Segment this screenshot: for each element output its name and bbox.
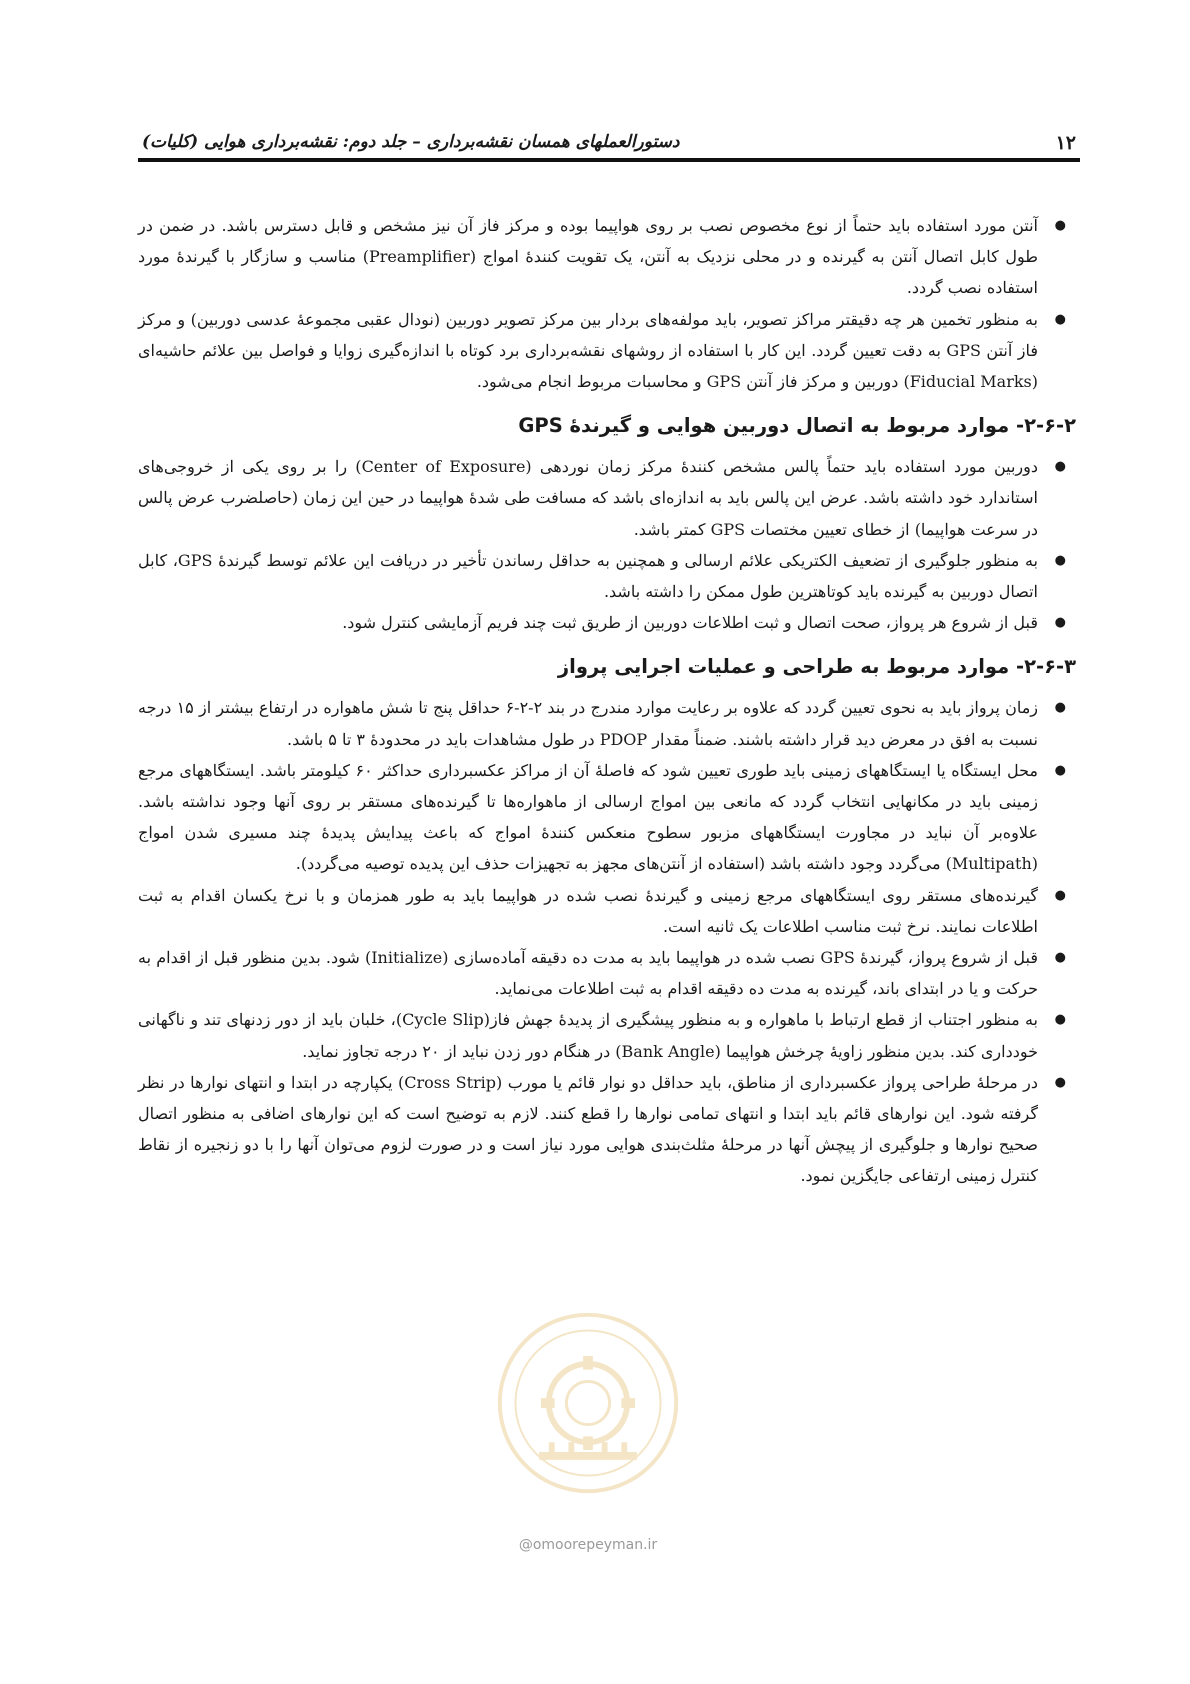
bullet-icon: ● [1054,311,1066,327]
bullet-icon: ● [1054,459,1066,475]
list-item: ● به منظور تخمین هر چه دقیقتر مراکز تصویر، باید مولفه‌های بردار بین مرکز تصویر دوربین (نودال عقبی مجموعهٔ عدسی دوربین) و مرکز فاز آنتن GPS به دقت تعیین گردد. این کار با استفاده از روشهای نقشه‌برداری برد کوتاه با اندازه‌گیری زوایا و فواصل بین علائم حاشیه‌ای (Fiducial Marks) دوربین و مرکز فاز آنتن GPS و محاسبات مربوط انجام می‌شود. [138,304,1076,398]
bullet-icon: ● [1054,615,1066,631]
list-item: ● قبل از شروع پرواز، گیرندهٔ GPS نصب شده در هواپیما باید به مدت ده دقیقه آماده‌سازی (Initialize) شود. بدین منظور قبل از اقدام به حرکت و یا در ابتدای باند، گیرنده به مدت ده دقیقه اقدام به ثبت اطلاعات می‌نماید. [138,942,1076,1004]
watermark-website: @omoorepeyman.ir [518,1537,658,1553]
bullet-icon: ● [1054,218,1066,233]
intro-bullet-list [138,210,1076,397]
section-3-bullet-list [138,692,1076,1191]
list-item: ● دوربین مورد استفاده باید حتماً پالس مشخص کنندهٔ مرکز زمان نوردهی (Center of Exposure) را بر روی یکی از خروجی‌های استاندارد خود داشته باشد. عرض این پالس باید به اندازه‌ای باشد که مسافت طی شدهٔ هواپیما در حین این زمان (حاصلضرب عرض پالس در سرعت هواپیما) از خطای تعیین مختصات GPS کمتر باشد. [138,451,1076,545]
header-rule [138,158,1080,162]
list-item: ● گیرنده‌های مستقر روی ایستگاههای مرجع زمینی و گیرندهٔ نصب شده در هواپیما باید به طور همزمان و با نرخ یکسان اقدام به ثبت اطلاعات نمایند. نرخ ثبت مناسب اطلاعات یک ثانیه است. [138,880,1076,942]
list-item: ● به منظور جلوگیری از تضعیف الکتریکی علائم ارسالی و همچنین به حداقل رساندن تأخیر در دریافت این علائم توسط گیرندهٔ GPS، کابل اتصال دوربین به گیرنده باید کوتاهترین طول ممکن را داشته باشد. [138,545,1076,607]
section-heading-2-6-2: ۲-۶-۲- موارد مربوط به اتصال دوربین هوایی و گیرندهٔ GPS [518,414,1076,438]
bullet-icon: ● [1054,700,1066,716]
running-title: دستورالعملهای همسان نقشه‌برداری – جلد دوم: نقشه‌برداری هوایی (کلیات) [142,132,680,152]
bullet-icon: ● [1054,1012,1066,1028]
bullet-icon: ● [1054,552,1066,568]
section-2-bullet-list [138,451,1076,638]
page-number: ۱۲ [1055,132,1076,154]
list-item: ● قبل از شروع هر پرواز، صحت اتصال و ثبت اطلاعات دوربین از طریق ثبت چند فریم آزمایشی کنترل شود. [138,607,1076,638]
watermark-seal-logo [490,1305,686,1501]
list-item: ● به منظور اجتناب از قطع ارتباط با ماهواره و به منظور پیشگیری از پدیدهٔ جهش فاز(Cycle Slip)، خلبان باید از دور زدنهای تند و ناگهانی خودداری کند. بدین منظور زاویهٔ چرخش هواپیما (Bank Angle) در هنگام دور زدن نباید از ۲۰ درجه تجاوز نماید. [138,1004,1076,1066]
page-body [138,210,1076,1192]
list-item: ● محل ایستگاه یا ایستگاههای زمینی باید طوری تعیین شود که فاصلهٔ آن از مراکز عکسبرداری حداکثر ۶۰ کیلومتر باشد. ایستگاههای مرجع زمینی باید در مکانهایی انتخاب گردد که مانعی بین امواج ارسالی از ماهواره‌ها تا گیرنده‌های مستقر بر روی آنها وجود نداشته باشد. علاوه‌بر آن نباید در مجاورت ایستگاههای مزبور سطوح منعکس کنندهٔ امواج که باعث پیدایش پدیدهٔ چند مسیری شدن امواج (Multipath) می‌گردد وجود داشته باشد (استفاده از آنتن‌های مجهز به تجهیزات حذف این پدیده توصیه می‌گردد). [138,755,1076,880]
bullet-icon: ● [1054,887,1066,903]
list-item: ● در مرحلهٔ طراحی پرواز عکسبرداری از مناطق، باید حداقل دو نوار قائم یا مورب (Cross Strip) یکپارچه در ابتدا و انتهای نوارها در نظر گرفته شود. این نوارهای قائم باید ابتدا و انتهای تمامی نوارها را قطع کنند. لازم به توضیح است که این نوارهای اضافی به منظور اتصال صحیح نوارها و جلوگیری از پیچش آنها در مرحلهٔ مثلث‌بندی هوایی مورد نیاز است و در صورت لزوم می‌توان آنها را با دو زنجیره از نقاط کنترل زمینی ارتفاعی جایگزین نمود. [138,1067,1076,1192]
section-heading-2-6-3: ۲-۶-۳- موارد مربوط به طراحی و عملیات اجرایی پرواز [557,655,1076,679]
list-item: ● آنتن مورد استفاده باید حتماً از نوع مخصوص نصب بر روی هواپیما بوده و مرکز فاز آن نیز مشخص و قابل دسترس باشد. در ضمن در طول کابل اتصال آنتن به گیرنده و در محلی نزدیک به آنتن، یک تقویت کنندهٔ امواج (Preamplifier) مناسب و سازگار با گیرندهٔ مورد استفاده نصب گردد. [138,210,1076,304]
list-item: ● زمان پرواز باید به نحوی تعیین گردد که علاوه بر رعایت موارد مندرج در بند ۲-۲-۶ حداقل پنج تا شش ماهواره در ارتفاع بیشتر از ۱۵ درجه نسبت به افق در معرض دید قرار داشته باشند. ضمناً مقدار PDOP در طول مشاهدات باید در محدودهٔ ۳ تا ۵ باشد. [138,692,1076,754]
running-header [138,128,1080,162]
bullet-icon: ● [1054,762,1066,778]
bullet-icon: ● [1054,1074,1066,1090]
bullet-icon: ● [1054,950,1066,966]
